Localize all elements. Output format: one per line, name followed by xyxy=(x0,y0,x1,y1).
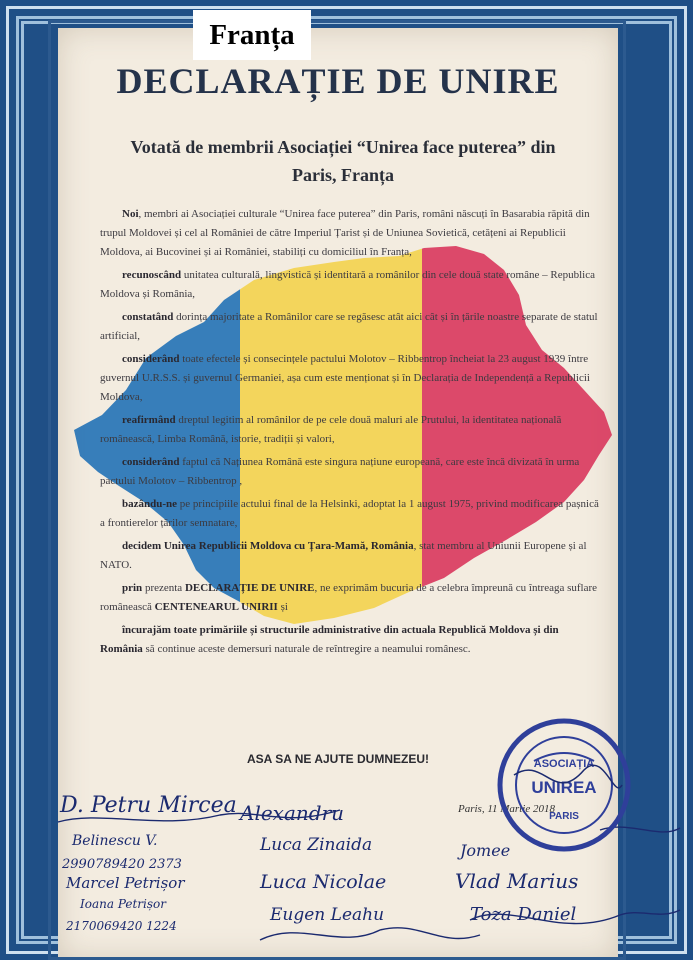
paragraph-decidem xyxy=(100,537,600,575)
paragraph-text: pe principiile actului final de la Helsinki, adoptat la 1 august 1975, privind modificarea pașnică a frontierelor țărilor semnatare, xyxy=(100,498,599,529)
paragraph-lead: considerând xyxy=(122,353,180,365)
signature: 2990789420 2373 xyxy=(62,857,182,872)
document-subtitle xyxy=(78,133,608,189)
signature: Alexandru xyxy=(240,801,345,825)
country-label: Franța xyxy=(193,10,311,60)
paragraph-reafirmand xyxy=(100,411,600,449)
paragraph-lead: reafirmând xyxy=(122,414,176,426)
declaration-body xyxy=(100,205,600,663)
paragraph-text: dorința majoritate a Românilor care se regăsesc atât aici cât și în țările noastre separate de statul artificial, xyxy=(100,311,598,342)
signature: Toza Daniel xyxy=(470,904,577,925)
encourage-bold: încurajăm toate primăriile și structurile administrative din actuala Republică Moldova și din România xyxy=(100,624,559,655)
signature: 2170069420 1224 xyxy=(66,919,177,933)
signature: Belinescu V. xyxy=(72,833,158,849)
signature: Marcel Petrișor xyxy=(66,874,185,892)
paragraph-constatand xyxy=(100,308,600,346)
paragraph-text: toate efectele și consecințele pactului Molotov – Ribbentrop încheiat la 23 august 1939 între guvernul U.R.S.S. și guvernul Germaniei, așa cum este menționat și în Declarația de Independență a Republicii Moldova, xyxy=(100,353,590,403)
prin-lead: prin xyxy=(122,582,143,594)
paragraph-considerand xyxy=(100,350,600,407)
signature: Vlad Marius xyxy=(455,869,579,893)
paragraph-text: unitatea culturală, lingvistică și identitară a românilor din cele două state române – Republica Moldova și România, xyxy=(100,269,595,300)
paragraph-prin xyxy=(100,579,600,617)
signature: Luca Zinaida xyxy=(260,835,373,855)
decision-rest: , stat membru al Uniunii Europene și al NATO. xyxy=(100,540,587,571)
paragraph-noi xyxy=(100,205,600,262)
prin-bold-centenar: CENTENEARUL UNIRII xyxy=(154,601,278,613)
paragraph-lead: considerând xyxy=(122,456,180,468)
document-heading: DECLARAȚIE DE UNIRE xyxy=(116,61,560,101)
signature: Luca Nicolae xyxy=(260,871,387,893)
paragraph-lead: recunoscând xyxy=(122,269,182,281)
prin-text: și xyxy=(277,601,288,613)
motto: ASA SA NE AJUTE DUMNEZEU! xyxy=(246,752,429,766)
stamp-top-text: ASOCIAȚIA xyxy=(533,758,595,770)
signature: D. Petru Mircea xyxy=(60,793,237,818)
paragraph-text: , membri ai Asociației culturale “Unirea face puterea” din Paris, români născuți în Basarabia răpită din trupul Moldovei și cel al României de către Imperiul Țarist și de Uniunea Sovietică, cetățeni ai Republicii Moldova, ai Bucovinei și ai României, stabiliți cu domiciliul în Franța, xyxy=(100,208,590,258)
decision-lead: decidem xyxy=(122,540,162,552)
subtitle-line-1: Votată de membrii Asociației “Unirea face puterea” din xyxy=(130,137,556,157)
prin-text: prezenta xyxy=(142,582,185,594)
stamp-middle-text: UNIREA xyxy=(531,778,597,797)
paragraph-considerand-2 xyxy=(100,453,600,491)
association-stamp xyxy=(494,715,634,855)
paragraph-text: dreptul legitim al românilor de pe cele două maluri ale Prutului, la identitatea națională românească, Limba Română, istorie, tradiții și valori, xyxy=(100,414,562,445)
paragraph-lead: bazându-ne xyxy=(122,498,178,510)
paragraph-bazandu-ne xyxy=(100,495,600,533)
signature: Jomee xyxy=(460,841,511,860)
prin-bold-declaratie: DECLARAȚIE DE UNIRE xyxy=(184,582,315,594)
date-place: Paris, 11 Martie 2018 xyxy=(458,803,555,815)
stamp-bottom-text: PARIS xyxy=(549,811,579,822)
decision-bold: Unirea Republicii Moldova cu Țara-Mamă, România xyxy=(161,540,414,552)
signature: Eugen Leahu xyxy=(270,905,385,925)
paragraph-lead: Noi xyxy=(122,208,139,220)
prin-text: , ne exprimăm bucuria de a celebra împreună cu întreaga suflare românească xyxy=(100,582,598,613)
paragraph-recunoscand xyxy=(100,266,600,304)
paragraph-incurajam xyxy=(100,621,600,659)
signature: Ioana Petrișor xyxy=(80,897,166,911)
subtitle-line-2: Paris, Franța xyxy=(292,165,394,185)
paragraph-text: faptul că Națiunea Română este singura națiune europeană, care este încă divizată în urma pactului Molotov – Ribbentrop , xyxy=(100,456,580,487)
encourage-text: să continue aceste demersuri naturale de reîntregire a neamului românesc. xyxy=(142,643,471,655)
paragraph-lead: constatând xyxy=(122,311,174,323)
